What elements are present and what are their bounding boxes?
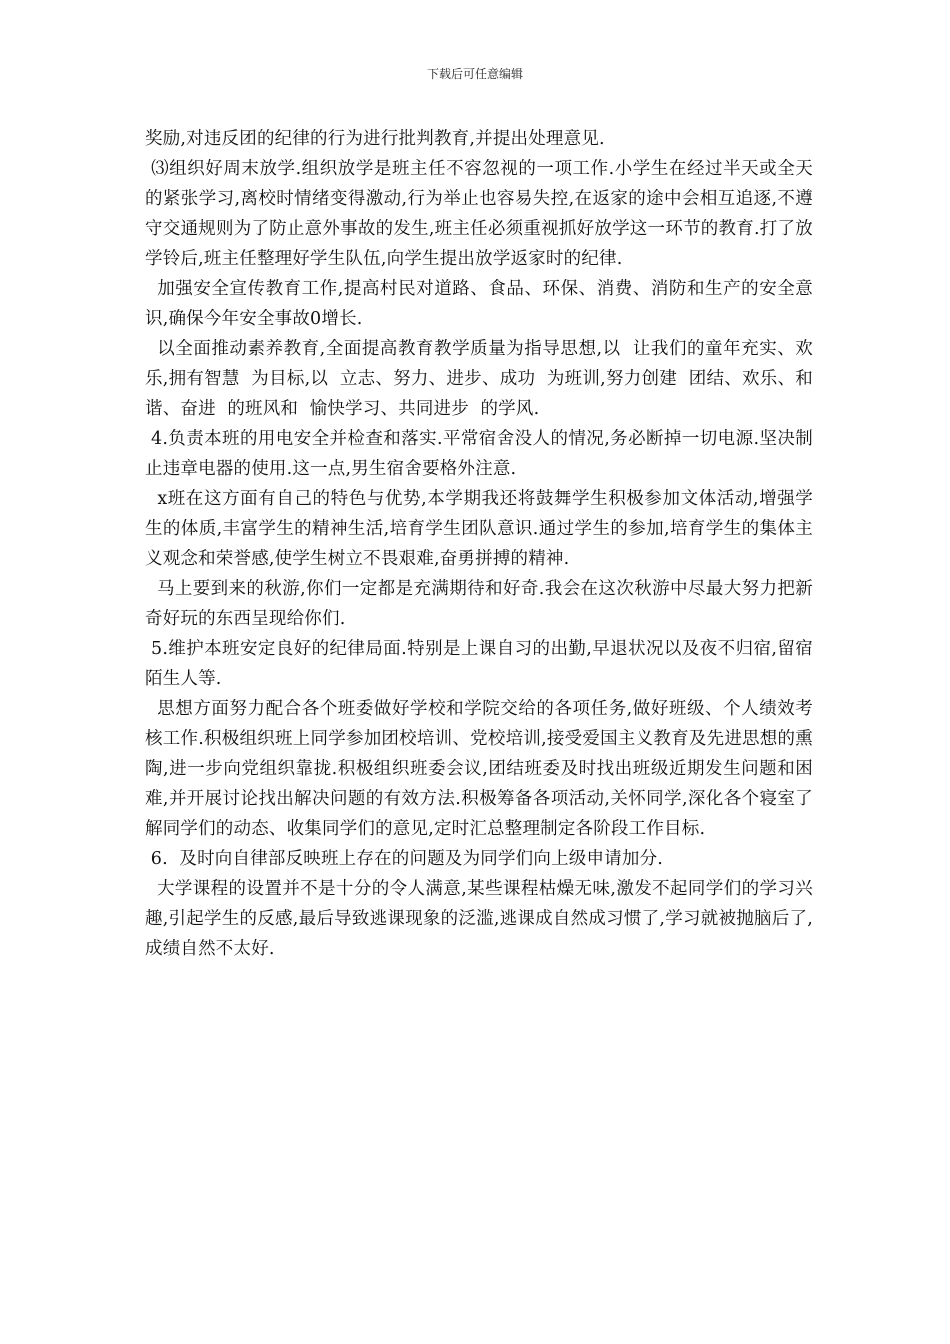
paragraph: 马上要到来的秋游,你们一定都是充满期待和好奇.我会在这次秋游中尽最大努力把新奇好玩的东西呈现给你们. (145, 579, 813, 629)
paragraph: ⑶组织好周末放学.组织放学是班主任不容忽视的一项工作.小学生在经过半天或全天的紧张学习,离校时情绪变得激动,行为举止也容易失控,在返家的途中会相互追逐,不遵守交通规则为了防止意外事故的发生,班主任必须重视抓好放学这一环节的教育.打了放学铃后,班主任整理好学生队伍,向学生提出放学返家时的纪律. (145, 159, 813, 269)
paragraph: 大学课程的设置并不是十分的令人满意,某些课程枯燥无味,激发不起同学们的学习兴趣,引起学生的反感,最后导致逃课现象的泛滥,逃课成自然成习惯了,学习就被抛脑后了,成绩自然不太好. (145, 879, 813, 959)
paragraph: 以全面推动素养教育,全面提高教育教学质量为指导思想,以 让我们的童年充实、欢乐,拥有智慧 为目标,以 立志、努力、进步、成功 为班训,努力创建 团结、欢乐、和谐、奋进 的班风和 愉快学习、共同进步 的学风. (145, 339, 813, 419)
paragraph: 5.维护本班安定良好的纪律局面.特别是上课自习的出勤,早退状况以及夜不归宿,留宿陌生人等. (145, 639, 813, 689)
paragraph: 加强安全宣传教育工作,提高村民对道路、食品、环保、消费、消防和生产的安全意识,确保今年安全事故0增长. (145, 279, 813, 329)
paragraph: 思想方面努力配合各个班委做好学校和学院交给的各项任务,做好班级、个人绩效考核工作.积极组织班上同学参加团校培训、党校培训,接受爱国主义教育及先进思想的熏陶,进一步向党组织靠拢.积极组织班委会议,团结班委及时找出班级近期发生问题和困难,并开展讨论找出解决问题的有效方法.积极筹备各项活动,关怀同学,深化各个寝室了解同学们的动态、收集同学们的意见,定时汇总整理制定各阶段工作目标. (145, 699, 813, 839)
paragraph: 6. 及时向自律部反映班上存在的问题及为同学们向上级申请加分. (145, 849, 664, 869)
paragraph: x班在这方面有自己的特色与优势,本学期我还将鼓舞学生积极参加文体活动,增强学生的体质,丰富学生的精神生活,培育学生团队意识.通过学生的参加,培育学生的集体主义观念和荣誉感,使学生树立不畏艰难,奋勇拼搏的精神. (145, 489, 814, 569)
document-body (145, 124, 813, 964)
paragraph: 4.负责本班的用电安全并检查和落实.平常宿舍没人的情况,务必断掉一切电源.坚决制止违章电器的使用.这一点,男生宿舍要格外注意. (145, 429, 813, 479)
page-header: 下载后可任意编辑 (426, 67, 523, 81)
paragraph: 奖励,对违反团的纪律的行为进行批判教育,并提出处理意见. (145, 129, 605, 149)
